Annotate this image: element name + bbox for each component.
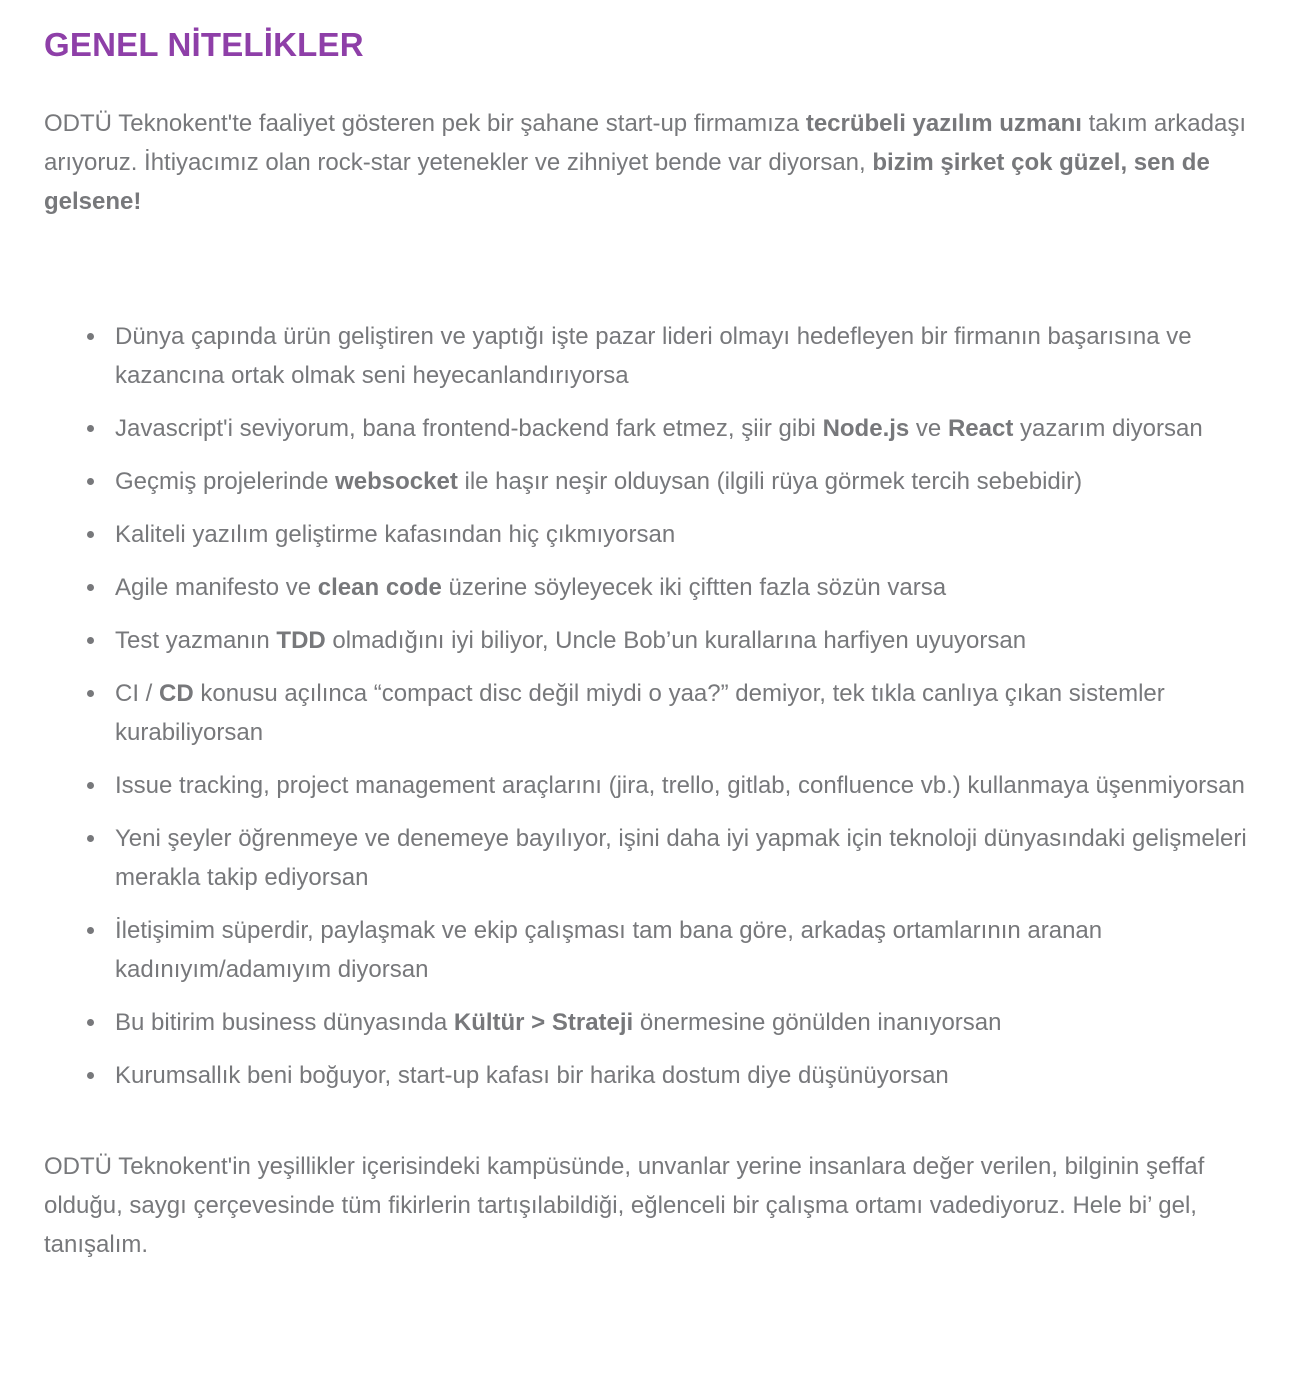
text-run: Javascript'i seviyorum, bana frontend-backend fark etmez, şiir gibi [115, 415, 823, 442]
text-run: Issue tracking, project management araçlarını (jira, trello, gitlab, confluence vb.) kullanmaya üşenmiyorsan [115, 772, 1245, 799]
text-run: üzerine söyleyecek iki çiftten fazla sözün varsa [441, 574, 947, 601]
text-run: takım arkadaşı arıyoruz. İhtiyacımız olan rock-star yetenekler ve zihniyet bende var diyorsan, [44, 110, 1246, 176]
text-run: Agile manifesto ve [115, 574, 318, 601]
text-run: Bu bitirim business dünyasında [115, 1009, 454, 1036]
outro-paragraph [44, 1147, 1258, 1264]
list-item [85, 819, 1258, 897]
bold-text-run: CD [159, 680, 194, 707]
bold-text-run: TDD [276, 627, 326, 654]
text-run: yazarım diyorsan [1013, 415, 1203, 442]
text-run: İletişimim süperdir, paylaşmak ve ekip çalışması tam bana göre, arkadaş ortamlarının aranan kadınıyım/adamıyım diyorsan [115, 917, 1103, 983]
bold-text-run: websocket [335, 468, 458, 495]
text-run: ve [909, 415, 948, 442]
text-run: Kaliteli yazılım geliştirme kafasından hiç çıkmıyorsan [115, 521, 676, 548]
text-run: Kurumsallık beni boğuyor, start-up kafası bir harika dostum diye düşünüyorsan [115, 1062, 949, 1089]
list-item [85, 462, 1258, 501]
bold-text-run: React [947, 415, 1014, 442]
list-item [85, 674, 1258, 752]
text-run: ODTÜ Teknokent'te faaliyet gösteren pek bir şahane start-up firmamıza [44, 110, 806, 137]
list-item [85, 568, 1258, 607]
text-run: ODTÜ Teknokent'in yeşillikler içerisindeki kampüsünde, unvanlar yerine insanlara değer verilen, bilginin şeffaf olduğu, saygı çerçevesinde tüm fikirlerin tartışılabildiği, eğlenceli bir çalışma ortamı vadediyoruz. Hele bi’ gel, tanışalım. [44, 1153, 1205, 1258]
list-item [85, 766, 1258, 805]
list-item [85, 1056, 1258, 1095]
text-run: ile haşır neşir olduysan (ilgili rüya görmek tercih sebebidir) [457, 468, 1083, 495]
bold-text-run: Node.js [822, 415, 910, 442]
text-run: Geçmiş projelerinde [115, 468, 336, 495]
section-title: GENEL NİTELİKLER [44, 26, 364, 63]
list-item [85, 621, 1258, 660]
text-run: önermesine gönülden inanıyorsan [633, 1009, 1002, 1036]
qualifications-list [85, 317, 1258, 1095]
bold-text-run: clean code [317, 574, 442, 601]
text-run: Test yazmanın [115, 627, 277, 654]
list-item [85, 317, 1258, 395]
bold-text-run: tecrübeli yazılım uzmanı [805, 110, 1082, 137]
list-item [85, 515, 1258, 554]
text-run: CI / [115, 680, 160, 707]
text-run: konusu açılınca “compact disc değil miydi o yaa?” demiyor, tek tıkla canlıya çıkan sistemler kurabiliyorsan [115, 680, 1165, 746]
text-run: Yeni şeyler öğrenmeye ve denemeye bayılıyor, işini daha iyi yapmak için teknoloji dünyasındaki gelişmeleri merakla takip ediyorsan [115, 825, 1247, 891]
list-item [85, 1003, 1258, 1042]
text-run: olmadığını iyi biliyor, Uncle Bob’un kurallarına harfiyen uyuyorsan [325, 627, 1027, 654]
intro-paragraph [44, 104, 1258, 221]
bold-text-run: bizim şirket çok güzel, sen de gelsene! [44, 149, 1210, 215]
list-item [85, 409, 1258, 448]
text-run: Dünya çapında ürün geliştiren ve yaptığı işte pazar lideri olmayı hedefleyen bir firmanın başarısına ve kazancına ortak olmak seni heyecanlandırıyorsa [115, 323, 1192, 389]
bold-text-run: Kültür > Strateji [453, 1009, 634, 1036]
list-item [85, 911, 1258, 989]
